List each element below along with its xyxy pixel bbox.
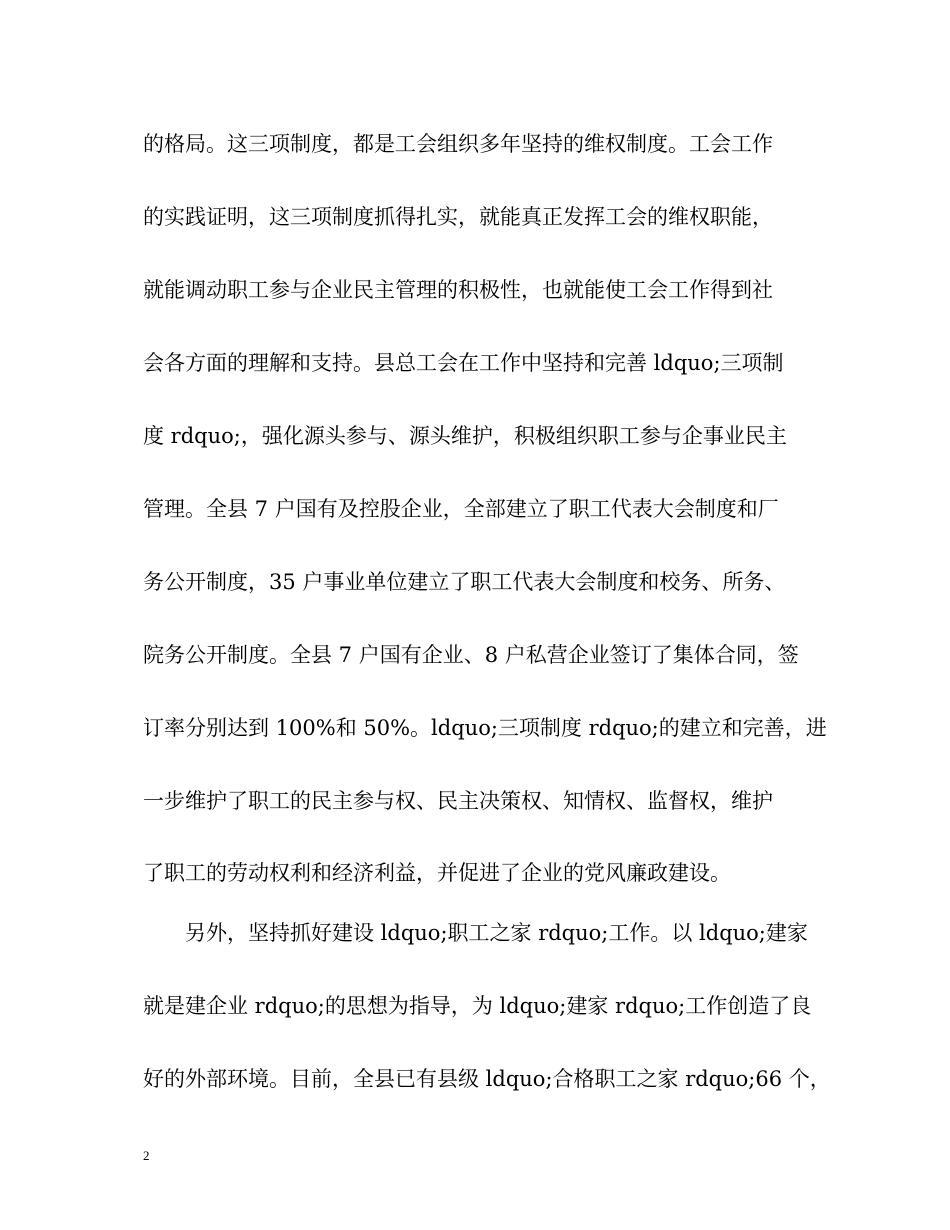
text-line: 的格局。这三项制度，都是工会组织多年坚持的维权制度。工会工作 <box>143 132 773 156</box>
text-line: 的实践证明，这三项制度抓得扎实，就能真正发挥工会的维权职能， <box>143 205 773 229</box>
text-line: 好的外部环境。目前，全县已有县级 ldquo;合格职工之家 rdquo;66 个， <box>143 1067 831 1091</box>
page-number: 2 <box>143 1148 150 1163</box>
text-line: 会各方面的理解和支持。县总工会在工作中坚持和完善 ldquo;三项制 <box>143 351 784 375</box>
text-line: 一步维护了职工的民主参与权、民主决策权、知情权、监督权，维护 <box>143 789 773 813</box>
text-line: 务公开制度，35 户事业单位建立了职工代表大会制度和校务、所务、 <box>143 570 786 594</box>
paragraph-first-line: 另外，坚持抓好建设 ldquo;职工之家 rdquo;工作。以 ldquo;建家 <box>185 921 808 945</box>
text-line: 就能调动职工参与企业民主管理的积极性，也就能使工会工作得到社 <box>143 278 773 302</box>
text-line: 度 rdquo;，强化源头参与、源头维护，积极组织职工参与企事业民主 <box>143 424 787 448</box>
text-line: 就是建企业 rdquo;的思想为指导，为 ldquo;建家 rdquo;工作创造了良 <box>143 994 812 1018</box>
text-line: 管理。全县 7 户国有及控股企业，全部建立了职工代表大会制度和厂 <box>143 497 779 521</box>
text-line: 了职工的劳动权利和经济利益，并促进了企业的党风廉政建设。 <box>143 861 731 885</box>
text-line: 订率分别达到 100%和 50%。ldquo;三项制度 rdquo;的建立和完善，进 <box>143 716 827 740</box>
text-line: 院务公开制度。全县 7 户国有企业、8 户私营企业签订了集体合同，签 <box>143 643 799 667</box>
